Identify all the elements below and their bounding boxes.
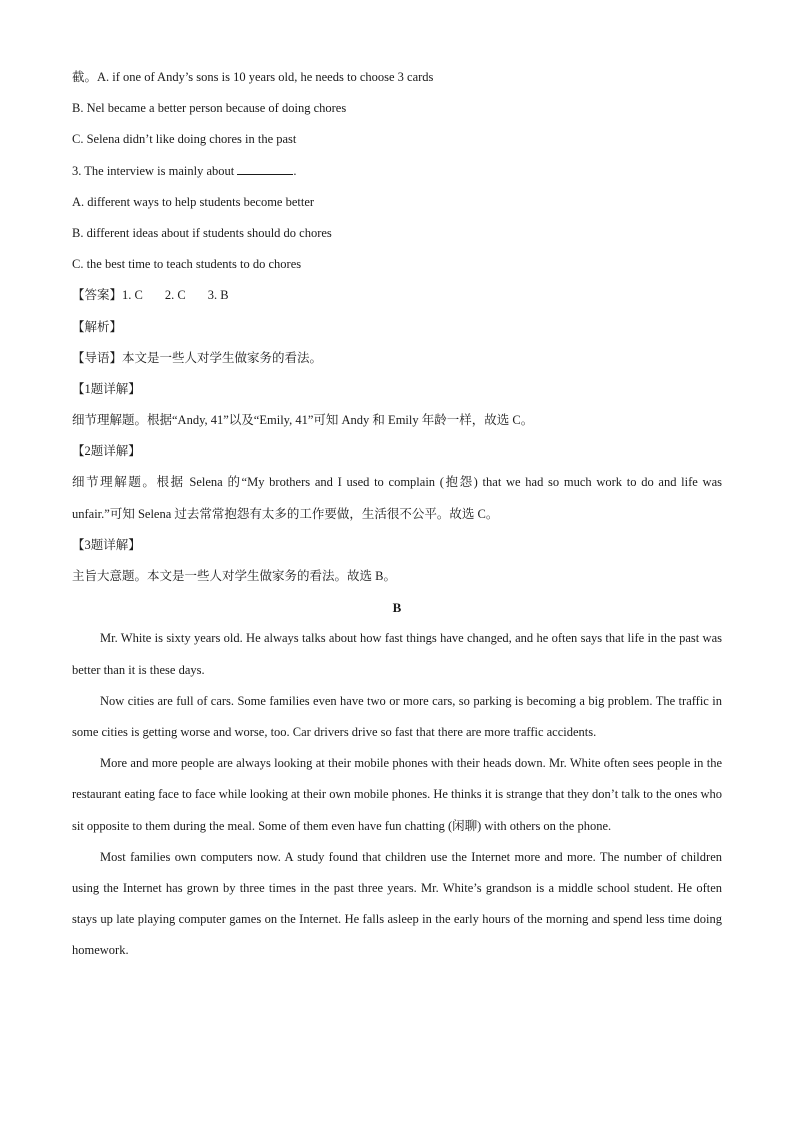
answer-3: 3. B: [207, 288, 229, 303]
answer-label: 【答案】: [72, 288, 123, 303]
q2-option-c: C. Selena didn’t like doing chores in the past: [72, 132, 297, 147]
q3-option-b: B. different ideas about if students should do chores: [72, 225, 332, 240]
detail-3-text: 主旨大意题。本文是一些人对学生做家务的看法。故选 B。: [72, 569, 396, 584]
detail-3-label: 【3题详解】: [72, 537, 141, 552]
q3-option-c: C. the best time to teach students to do chores: [72, 257, 302, 272]
q2-option-b: B. Nel became a better person because of doing chores: [72, 101, 347, 116]
detail-1-text: 细节理解题。根据“Andy, 41”以及“Emily, 41”可知 Andy 和 Emily 年龄一样，故选 C。: [72, 413, 534, 428]
q3-blank: [237, 164, 293, 175]
answer-line: [72, 280, 722, 311]
section-b-heading: B: [392, 600, 402, 616]
section-b-paragraph-1: Mr. White is sixty years old. He always talks about how fast things have changed, and he often says that life in the past was better than it is these days.: [72, 631, 722, 677]
section-b-paragraph-2: Now cities are full of cars. Some families even have two or more cars, so parking is becoming a big problem. The traffic in some cities is getting worse and worse, too. Car drivers drive so fast that there are more traffic accidents.: [72, 693, 722, 740]
answer-2: 2. C: [164, 288, 186, 303]
document-page: [72, 62, 722, 967]
analysis-intro: 【导语】本文是一些人对学生做家务的看法。: [72, 350, 323, 365]
section-b-paragraph-4: Most families own computers now. A study found that children use the Internet more and more. The number of children using the Internet has grown by three times in the past three years. Mr. White’s grandson is a middle school student. He often stays up late playing computer games on the Internet. He falls asleep in the early hours of the morning and spend less time doing homework.: [72, 849, 722, 958]
q3-stem-text: 3. The interview is mainly about: [72, 163, 235, 178]
answer-1: 1. C: [122, 288, 143, 303]
section-b-paragraph-3: More and more people are always looking at their mobile phones with their heads down. Mr. White often sees people in the restaurant eating face to face while looking at their own mobile phones. He thinks it is strange that they don’t talk to the ones who sit opposite to them during the meal. Some of them even have fun chatting (闲聊) with others on the phone.: [72, 756, 722, 833]
q3-stem-end: .: [293, 163, 297, 178]
detail-2-text: 细节理解题。根据 Selena 的“My brothers and I used to complain (抱怨) that we had so much work to do and life was unfair.”可知 Selena 过去常常抱怨有太多的工作要做，生活很不公平。故选 C。: [72, 475, 722, 521]
detail-2-label: 【2题详解】: [72, 444, 141, 459]
detail-1-label: 【1题详解】: [72, 381, 141, 396]
q3-option-a: A. different ways to help students become better: [72, 194, 315, 209]
analysis-label: 【解析】: [72, 319, 123, 334]
q2-option-a: 截。A. if one of Andy’s sons is 10 years old, he needs to choose 3 cards: [72, 70, 434, 84]
q3-stem: [72, 156, 722, 187]
